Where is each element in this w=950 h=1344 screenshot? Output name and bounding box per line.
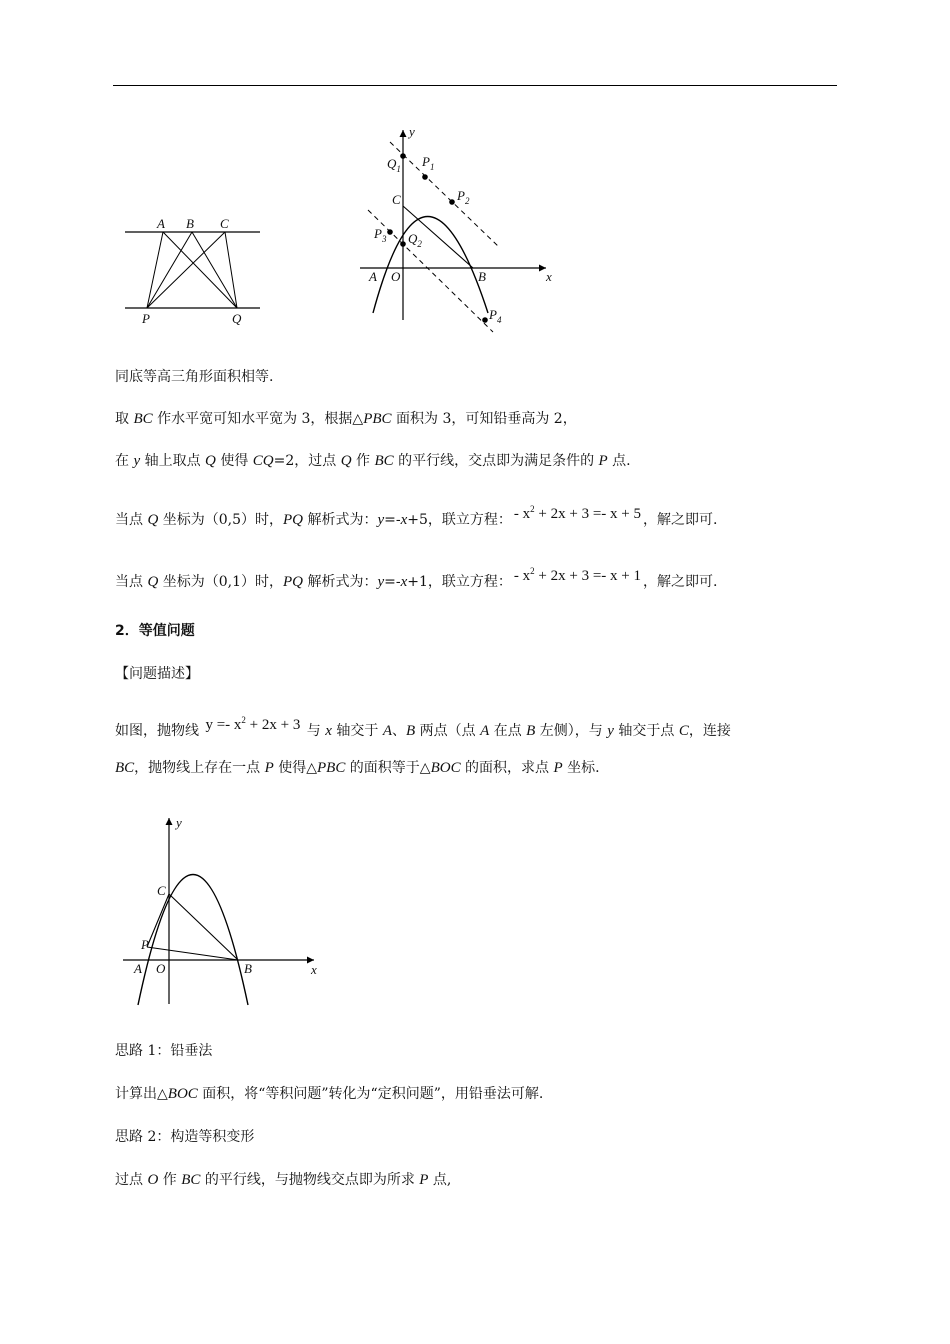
label-C: C	[392, 192, 401, 207]
label-P3: P	[374, 226, 382, 241]
label-C: C	[220, 216, 229, 231]
label-x: x	[311, 962, 317, 977]
text-line-2: 取 BC 作水平宽可知水平宽为 3，根据△PBC 面积为 3，可知铅垂高为 2，	[115, 411, 577, 427]
problem-line-2: BC，抛物线上存在一点 P 使得△PBC 的面积等于△BOC 的面积，求点 P 坐标.	[115, 760, 600, 776]
figure-parabola-triangle	[118, 808, 338, 1013]
label-y: y	[409, 124, 415, 139]
label-Q2-sub: 2	[417, 239, 422, 249]
label-C: C	[157, 883, 166, 898]
label-x: x	[546, 269, 552, 284]
idea-1-text: 计算出△BOC 面积，将“等积问题”转化为“定积问题”，用铅垂法可解.	[115, 1086, 544, 1102]
label-P4: P	[489, 307, 497, 322]
label-B: B	[244, 961, 252, 976]
label-P3-sub: 3	[381, 234, 387, 244]
equation-1: - $x^2 + 2x + 3 =- x + 5$	[513, 504, 642, 522]
label-A: A	[134, 961, 142, 976]
text-line-4: 当点 Q 坐标为（0,5）时，PQ 解析式为：y=-x+5，联立方程： - $x^2 + 2x + 3 =- x + 5$ ，解之即可.	[115, 504, 718, 528]
label-Q1-sub: 1	[396, 164, 401, 174]
label-O: O	[391, 269, 401, 284]
text-line-5: 当点 Q 坐标为（0,1）时，PQ 解析式为：y=-x+1，联立方程： - $x^2 + 2x + 3 =- x + 1$ ，解之即可.	[115, 566, 718, 590]
text-line-1: 同底等高三角形面积相等.	[115, 369, 274, 385]
label-B: B	[478, 269, 486, 284]
label-P1: P	[422, 154, 430, 169]
idea-2-text: 过点 O 作 BC 的平行线，与抛物线交点即为所求 P 点,	[115, 1172, 452, 1188]
label-O: O	[156, 961, 166, 976]
figure-parabola-parallels	[350, 120, 570, 340]
svg-text:P2	[456, 188, 470, 206]
text-line-3: 在 y 轴上取点 Q 使得 CQ=2，过点 Q 作 BC 的平行线，交点即为满足条件的 P 点.	[115, 453, 631, 469]
label-y: y	[176, 815, 182, 830]
svg-text:P3	[373, 226, 387, 244]
problem-description-heading: 【问题描述】	[115, 666, 199, 682]
label-B: B	[186, 216, 194, 231]
label-A: A	[157, 216, 165, 231]
label-Q2: Q	[408, 231, 418, 246]
label-P2-sub: 2	[464, 196, 470, 206]
idea-2-heading: 思路 2：构造等积变形	[115, 1129, 255, 1145]
equation-parabola: $y =- x^2 + 2x + 3$	[205, 715, 301, 733]
problem-line-1: 如图，抛物线 $y =- x^2 + 2x + 3$ 与 x 轴交于 A、B 两点（点 A 在点 B 左侧），与 y 轴交于点 C，连接	[115, 715, 731, 739]
label-Q: Q	[232, 311, 242, 326]
label-A: A	[369, 269, 377, 284]
label-P: P	[142, 311, 150, 326]
idea-1-heading: 思路 1：铅垂法	[115, 1043, 213, 1059]
label-P2: P	[457, 188, 465, 203]
header-rule	[113, 85, 837, 86]
svg-text:P4	[488, 307, 502, 325]
figure-parallel-triangles	[120, 210, 270, 330]
label-P4-sub: 4	[496, 315, 502, 325]
label-P1-sub: 1	[429, 162, 435, 172]
svg-text:Q1	[387, 156, 401, 174]
svg-text:Q2	[408, 231, 422, 249]
label-P: P	[141, 937, 149, 952]
equation-2: - $x^2 + 2x + 3 =- x + 1$	[513, 566, 642, 584]
svg-text:P1	[421, 154, 434, 172]
section-heading: 2．等值问题	[115, 623, 195, 639]
label-Q1: Q	[387, 156, 397, 171]
